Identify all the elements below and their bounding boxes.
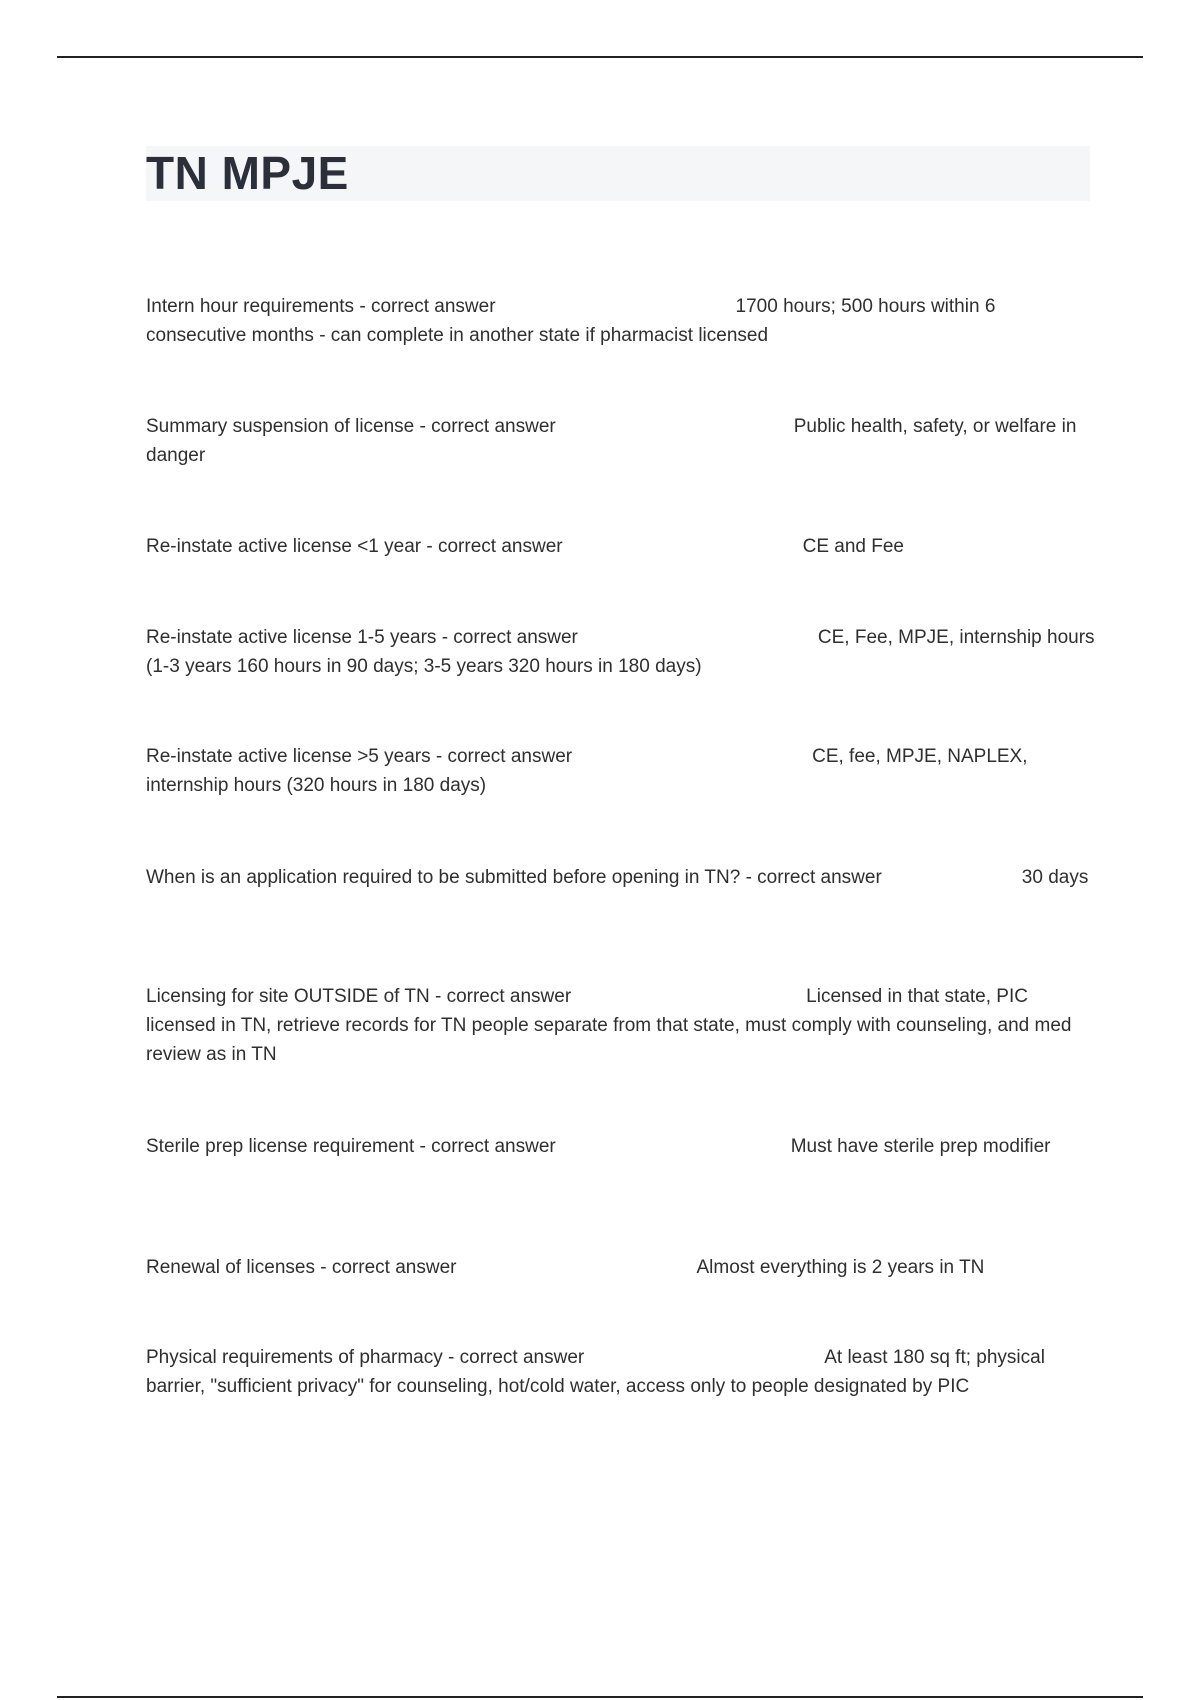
qa-item: [146, 532, 1096, 561]
question-text: Re-instate active license <1 year - correct answer: [146, 536, 563, 557]
answer-text: 30 days: [1021, 867, 1089, 888]
answer-text: Must have sterile prep modifier: [790, 1136, 1051, 1157]
bottom-rule: [57, 1696, 1143, 1698]
question-text: Renewal of licenses - correct answer: [146, 1257, 457, 1278]
question-text: Intern hour requirements - correct answer: [146, 296, 496, 317]
qa-item: [146, 412, 1096, 470]
question-text: Summary suspension of license - correct answer: [146, 416, 556, 437]
question-text: Physical requirements of pharmacy - correct answer: [146, 1347, 585, 1368]
top-rule: [57, 56, 1143, 58]
question-text: Re-instate active license 1-5 years - correct answer: [146, 627, 578, 648]
page-title: TN MPJE: [146, 147, 349, 199]
question-text: Re-instate active license >5 years - correct answer: [146, 746, 573, 767]
qa-item: [146, 1253, 1096, 1282]
answer-text: Almost everything is 2 years in TN: [696, 1257, 985, 1278]
answer-text: At least 180 sq ft; physical barrier, "sufficient privacy" for counseling, hot/cold water, access only to people designated by PIC: [146, 1347, 1045, 1397]
answer-text: Licensed in that state, PIC licensed in TN, retrieve records for TN people separate from that state, must comply with counseling, and med review as in TN: [146, 986, 1072, 1065]
qa-item: [146, 742, 1096, 800]
qa-item: [146, 292, 1096, 350]
answer-text: Public health, safety, or welfare in danger: [146, 416, 1077, 466]
answer-text: 1700 hours; 500 hours within 6 consecutive months - can complete in another state if pharmacist licensed: [146, 296, 996, 346]
qa-item: [146, 1132, 1096, 1161]
answer-text: CE, Fee, MPJE, internship hours (1-3 years 160 hours in 90 days; 3-5 years 320 hours in 180 days): [146, 627, 1095, 677]
qa-item: [146, 982, 1096, 1069]
qa-item: [146, 863, 1096, 892]
qa-item: [146, 1343, 1096, 1401]
question-text: When is an application required to be submitted before opening in TN? - correct answer: [146, 867, 882, 888]
answer-text: CE, fee, MPJE, NAPLEX, internship hours (320 hours in 180 days): [146, 746, 1028, 796]
qa-item: [146, 623, 1096, 681]
answer-text: CE and Fee: [802, 536, 904, 557]
question-text: Licensing for site OUTSIDE of TN - correct answer: [146, 986, 572, 1007]
question-text: Sterile prep license requirement - correct answer: [146, 1136, 556, 1157]
